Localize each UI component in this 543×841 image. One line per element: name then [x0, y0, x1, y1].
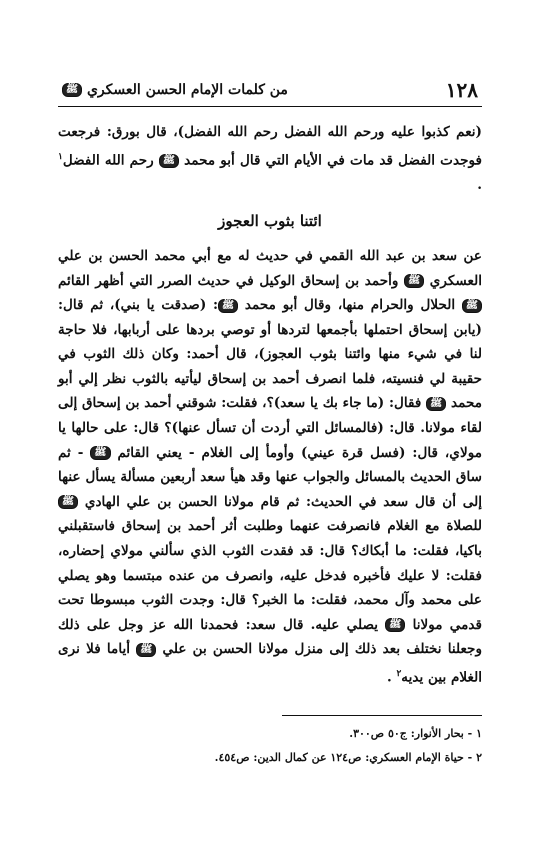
paragraph-1-text: رحم الله الفضل [62, 152, 154, 169]
honorific-symbol: ﷺ [404, 274, 424, 288]
paragraph-2-text: - ثم ساق الحديث بالمسائل والجواب عنها وقد هيأ سعد أربعين مسألة يسأل عنها إلى أن قال سعد في الحديث: ثم قام مولانا الحسن بن علي الهادي [58, 444, 483, 510]
paragraph-2-text: يصلي عليه. قال سعد: فحمدنا الله عز وجل على ذلك وجعلنا نختلف بعد ذلك إلى منزل مولانا الحسن بن علي [58, 616, 483, 658]
paragraph-2-text: : (صدقت يا بني)، ثم قال: (يابن إسحاق احتملها بأجمعها لتردها أو توصي بردها على أربابها، فلا حاجة لنا في شيء منها وائتنا بثوب العجوز)، قال أحمد: وكان ذلك الثوب في حقيبة لي فنسيته، فلما انصرف أحمد بن إسحاق ليأتيه بالثوب نظر إلي أبو محمد [58, 297, 483, 412]
honorific-symbol: ﷺ [462, 299, 482, 313]
paragraph-1-text: (نعم كذبوا عليه ورحم الله الفضل رحم الله الفضل)، قال بورق: فرجعت فوجدت الفضل قد مات في الأيام التي قال أبو محمد [58, 124, 483, 169]
footnote-2: ٢ - حياة الإمام العسكري: ص١٢٤ عن كمال الدين: ص٤٥٤. [214, 751, 482, 764]
running-title [62, 82, 288, 98]
paragraph-2-text: وأحمد بن إسحاق الوكيل في حديث الصرر التي أظهر القائم [58, 272, 399, 289]
honorific-symbol: ﷺ [426, 397, 446, 411]
footnote-1: ١ - بحار الأنوار: ج٥٠ ص٣٠٠. [349, 727, 482, 740]
honorific-symbol: ﷺ [385, 618, 405, 632]
paragraph-2: عن سعد بن عبد الله القمي في حديث له مع أبي محمد الحسن بن علي العسكري ﷺ وأحمد بن إسحاق الوكيل في حديث الصرر التي أظهر القائم ﷺ الحلال والحرام منها، وقال أبو محمد ﷺ: (صدقت يا بني)، ثم قال: (يابن إسحاق احتملها بأجمعها لتردها أو توصي بردها على أربابها، فلا حاجة لنا في شيء منها وائتنا بثوب العجوز)، قال أحمد: وكان ذلك الثوب في حقيبة لي فنسيته، فلما انصرف أحمد بن إسحاق ليأتيه بالثوب نظر إلي أبو محمد ﷺ فقال: (ما جاء بك يا سعد)؟، فقلت: شوقني أحمد بن إسحاق إلى لقاء مولانا. قال: (فالمسائل التي أردت أن تسأل عنها)؟ قال: على حالها يا مولاي، قال: (فسل قرة عيني) وأومأ إلى الغلام - يعني القائم ﷺ - ثم ساق الحديث بالمسائل والجواب عنها وقد هيأ سعد أربعين مسألة يسأل عنها إلى أن قال سعد في الحديث: ثم قام مولانا الحسن بن علي الهادي ﷺ للصلاة مع الغلام فانصرفت عنهما وطلبت أثر أحمد بن إسحاق فاستقبلني باكيا، فقلت: ما أبكاك؟ قال: قد فقدت الثوب الذي سألني مولاي إحضاره، فقلت: لا عليك فأخبره فدخل عليه، وانصرف من عنده مبتسما وهو يصلي على محمد وآل محمد، فقلت: ما الخبر؟ قال: وجدت الثوب مبسوطا تحت قدمي مولانا ﷺ يصلي عليه. قال سعد: فحمدنا الله عز وجل على ذلك وجعلنا نختلف بعد ذلك إلى منزل مولانا الحسن بن علي ﷺ أياما فلا نرى الغلام بين يديه$^٢$ . [58, 247, 483, 686]
footnotes [58, 722, 482, 770]
running-title-text: من كلمات الإمام الحسن العسكري [86, 82, 288, 98]
honorific-symbol: ﷺ [58, 495, 78, 509]
page-number: ١٢٨ [445, 78, 478, 102]
honorific-symbol: ﷺ [136, 643, 156, 657]
footnote-ref-1: ١ [58, 151, 63, 162]
paragraph-2-text: فقال: (ما جاء بك يا سعد)؟، فقلت: شوقني أحمد بن إسحاق إلى لقاء مولانا. قال: (فالمسائل التي أردت أن تسأل عنها)؟ قال: على حالها يا مولاي، قال: (فسل قرة عيني) وأومأ إلى الغلام - يعني القائم [58, 395, 483, 461]
honorific-symbol: ﷺ [159, 154, 179, 168]
paragraph-2-text: عن سعد بن عبد الله القمي في حديث له مع أبي محمد الحسن بن علي العسكري [58, 247, 483, 289]
paragraph-2-text: للصلاة مع الغلام فانصرفت عنهما وطلبت أثر أحمد بن إسحاق فاستقبلني باكيا، فقلت: ما أبكاك؟ قال: قد فقدت الثوب الذي سألني مولاي إحضاره، فقلت: لا عليك فأخبره فدخل عليه، وانصرف من عنده مبتسما وهو يصلي على محمد وآل محمد، فقلت: ما الخبر؟ قال: وجدت الثوب مبسوطا تحت قدمي مولانا [58, 518, 483, 633]
page-header [58, 78, 482, 107]
honorific-symbol: ﷺ [218, 299, 238, 313]
footnote-ref-2: ٢ [396, 669, 402, 679]
footnote-divider [282, 715, 482, 716]
paragraph-2-text: أياما فلا نرى الغلام بين يديه [58, 641, 482, 686]
paragraph-1: (نعم كذبوا عليه ورحم الله الفضل رحم الله الفضل)، قال بورق: فرجعت فوجدت الفضل قد مات في الأيام التي قال أبو محمد ﷺ رحم الله الفضل$^١$ . [58, 124, 483, 193]
honorific-symbol: ﷺ [62, 83, 82, 97]
paragraph-2-text: الحلال والحرام منها، وقال أبو محمد [244, 297, 456, 314]
body-text [58, 120, 482, 690]
honorific-symbol: ﷺ [90, 446, 110, 460]
section-heading: ائتنا بثوب العجوز [218, 212, 322, 231]
